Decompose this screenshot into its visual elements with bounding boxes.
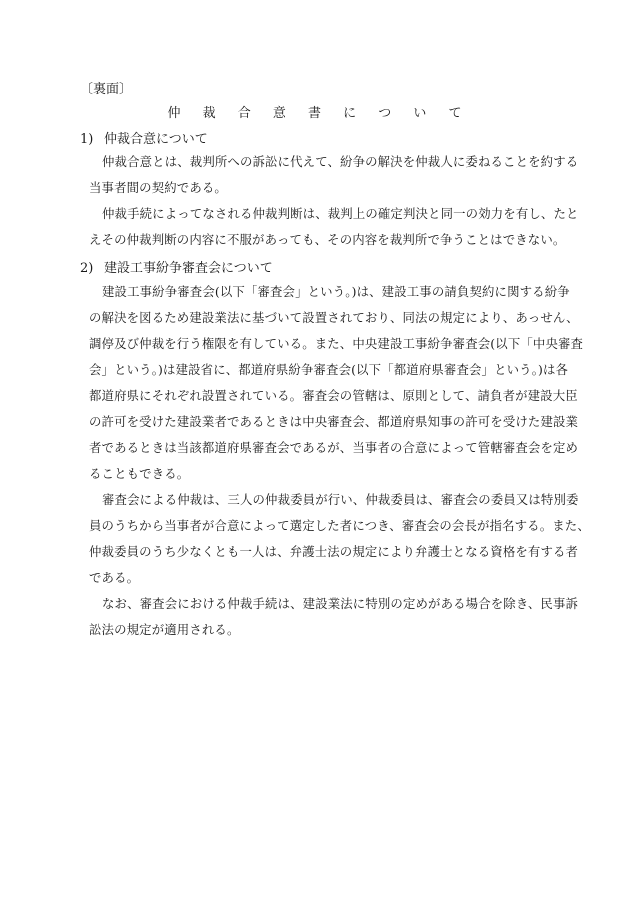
section-1-heading: [80, 130, 208, 150]
text-line: 建設工事紛争審査会(以下「審査会」という。)は、建設工事の請負契約に関する紛争: [102, 284, 570, 299]
text-line: である。: [89, 570, 140, 585]
section-1-paragraph-2: [80, 201, 579, 253]
text-line: 者であるときは当該都道府県審査会であるが、当事者の合意によって管轄審査会を定め: [89, 440, 579, 455]
document-title: 仲 裁 合 意 書 に つ い て: [167, 106, 471, 121]
text-line: 仲裁手続によってなされる仲裁判断は、裁判上の確定判決と同一の効力を有し、たと: [102, 206, 579, 221]
section-2-paragraph-3: [80, 591, 579, 643]
text-line: の解決を図るため建設業法に基づいて設置されており、同法の規定により、あっせん、: [89, 310, 579, 325]
section-number: 1): [80, 132, 94, 147]
section-2-heading: [80, 259, 273, 279]
text-line: 訟法の規定が適用される。: [89, 622, 240, 637]
text-line: えその仲裁判断の内容に不服があっても、その内容を裁判所で争うことはできない。: [89, 232, 566, 247]
section-2-paragraph-2: [80, 487, 590, 591]
text-line: 員のうちから当事者が合意によって選定した者につき、審査会の会長が指名する。また、: [89, 518, 590, 533]
text-line: 仲裁合意とは、裁判所への訴訟に代えて、紛争の解決を仲裁人に委ねることを約する: [102, 154, 579, 169]
text-line: 調停及び仲裁を行う権限を有している。また、中央建設工事紛争審査会(以下「中央審査: [89, 336, 584, 351]
text-line: 審査会による仲裁は、三人の仲裁委員が行い、仲裁委員は、審査会の委員又は特別委: [102, 492, 579, 507]
text-line: ることもできる。: [89, 466, 190, 481]
section-title: 仲裁合意について: [104, 132, 208, 147]
section-title: 建設工事紛争審査会について: [104, 261, 273, 276]
back-side-label: 〔裏面〕: [80, 82, 133, 97]
text-line: の許可を受けた建設業者であるときは中央審査会、都道府県知事の許可を受けた建設業: [89, 414, 579, 429]
text-line: 都道府県にそれぞれ設置されている。審査会の管轄は、原則として、請負者が建設大臣: [89, 388, 578, 403]
section-number: 2): [80, 261, 94, 276]
text-line: 当事者間の契約である。: [89, 180, 227, 195]
text-line: 仲裁委員のうち少なくとも一人は、弁護士法の規定により弁護士となる資格を有する者: [89, 544, 579, 559]
section-1-paragraph-1: [80, 149, 579, 201]
text-line: なお、審査会における仲裁手続は、建設業法に特別の定めがある場合を除き、民事訴: [102, 596, 579, 611]
text-line: 会」という。)は建設省に、都道府県紛争審査会(以下「都道府県審査会」という。)は各: [89, 362, 569, 377]
section-2-paragraph-1: [80, 279, 584, 487]
